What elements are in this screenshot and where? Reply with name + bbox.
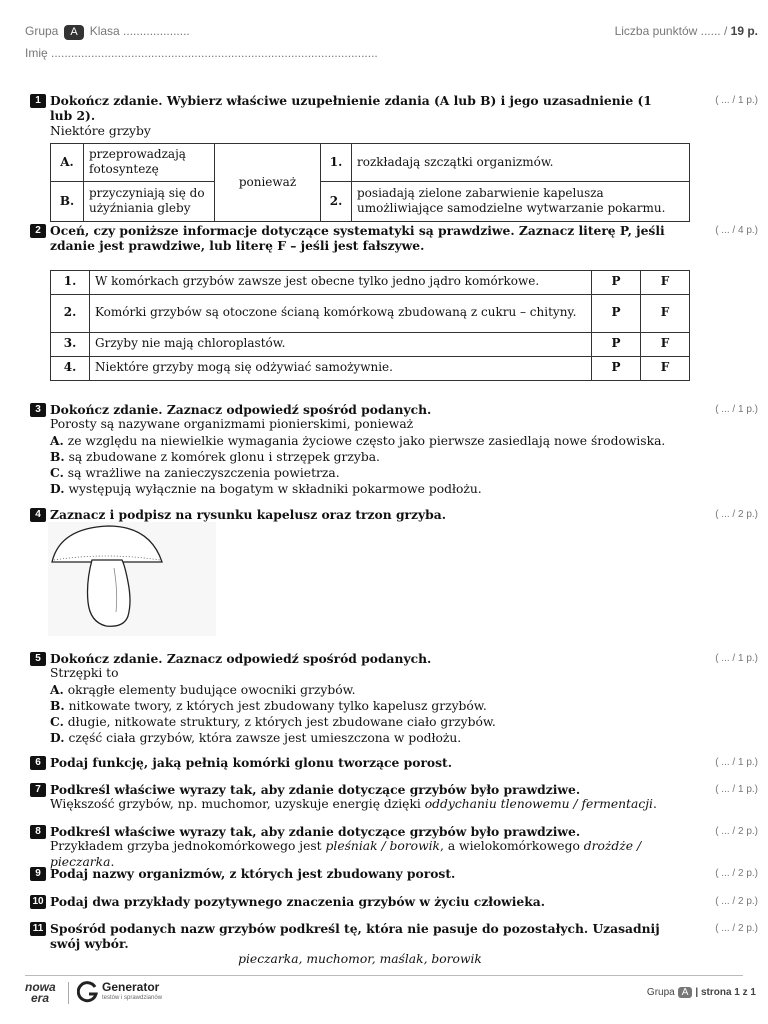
points-total: Liczba punktów ...... / 19 p.	[614, 24, 758, 38]
group-badge: A	[64, 25, 83, 40]
question-5: 5 Dokończ zdanie. Zaznacz odpowiedź spośród podanych. Strzępki to A. okrągłe elementy budujące owocniki grzybów. B. nitkowate twory, z których jest zbudowany tylko kapelusz grzybów. C. długie, nitkowate struktury, z których jest zbudowane ciało grzybów. D. część ciała grzybów, która zawsze jest umieszczona w podłożu.	[30, 651, 670, 747]
q4-points: ( ... / 2 p.)	[715, 509, 758, 520]
question-3: 3 Dokończ zdanie. Zaznacz odpowiedź spośród podanych. Porosty są nazywane organizmami pionierskimi, ponieważ A. ze względu na niewielkie wymagania życiowe często jako pierwsze zasiedlają nowe środowiska. B. są zbudowane z komórek glonu i strzępek grzyba. C. są wrażliwe na zanieczyszczenia powietrza. D. występują wyłącznie na bogatym w składniki pokarmowe podłożu.	[30, 402, 670, 498]
footer-page-info: Grupa A | strona 1 z 1	[646, 987, 756, 998]
q3-option-c[interactable]: C. są wrażliwe na zanieczyszczenia powietrza.	[50, 465, 340, 481]
q3-option-a[interactable]: A. ze względu na niewielkie wymagania życiowe często jako pierwsze zasiedlają nowe środowiska.	[50, 432, 666, 448]
q5-option-a[interactable]: A. okrągłe elementy budujące owocniki grzybów.	[50, 681, 356, 697]
question-7: 7 Podkreśl właściwe wyrazy tak, aby zdanie dotyczące grzybów było prawdziwe. Większość grzybów, np. muchomor, uzyskuje energię dzięki oddychaniu tlenowemu / fermentacji.	[30, 782, 670, 813]
q7-choice[interactable]: oddychaniu tlenowemu / fermentacji	[424, 797, 653, 812]
q5-option-b[interactable]: B. nitkowate twory, z których jest zbudowany tylko kapelusz grzybów.	[50, 697, 487, 713]
footer-divider	[25, 975, 743, 976]
q8-points: ( ... / 2 p.)	[715, 826, 758, 837]
q5-points: ( ... / 1 p.)	[715, 653, 758, 664]
question-10: 10 Podaj dwa przykłady pozytywnego znaczenia grzybów w życiu człowieka.	[30, 894, 670, 909]
name-field: Imię ..................................................................................................	[25, 46, 378, 60]
question-1: 1 Dokończ zdanie. Wybierz właściwe uzupełnienie zdania (A lub B) i jego uzasadnienie (1 lub 2). Niektóre grzyby A. przeprowadzają fotosyntezę ponieważ 1. rozkładają szczątki organizmów. B. przyczyniają się do użyźniania gleby 2. posiadają zielone zabarwienie kapelusza umożliwiające samodzielne wytwarzanie pokarmu.	[30, 93, 670, 222]
q7-points: ( ... / 1 p.)	[715, 784, 758, 795]
q3-option-b[interactable]: B. są zbudowane z komórek glonu i strzępek grzyba.	[50, 448, 380, 464]
q3-option-d[interactable]: D. występują wyłącznie na bogatym w składniki pokarmowe podłożu.	[50, 481, 482, 497]
question-8: 8 Podkreśl właściwe wyrazy tak, aby zdanie dotyczące grzybów było prawdziwe. Przykładem grzyba jednokomórkowego jest pleśniak / borowik, a wielokomórkowego drożdże / pieczarka.	[30, 824, 670, 870]
question-9: 9 Podaj nazwy organizmów, z których jest zbudowany porost.	[30, 866, 670, 881]
mushroom-drawing[interactable]	[48, 522, 216, 636]
q3-points: ( ... / 1 p.)	[715, 404, 758, 415]
question-4: 4 Zaznacz i podpisz na rysunku kapelusz oraz trzon grzyba.	[30, 507, 670, 522]
logo-divider	[68, 982, 69, 1004]
q2-points: ( ... / 4 p.)	[715, 225, 758, 236]
question-6: 6 Podaj funkcję, jaką pełnią komórki glonu tworzące porost.	[30, 755, 670, 770]
q2-table: 1. W komórkach grzybów zawsze jest obecne tylko jedno jądro komórkowe. P F 2. Komórki grzybów są otoczone ścianą komórkową zbudowaną z cukru – chityny. P F 3. Grzyby nie mają chloroplastów. P F 4. Niektóre grzyby mogą się odżywiać samożywnie. P F	[50, 270, 690, 381]
q11-points: ( ... / 2 p.)	[715, 923, 758, 934]
generator-logo-text: Generator testów i sprawdzianów	[102, 980, 163, 1001]
q8-choice-1[interactable]: pleśniak / borowik	[325, 839, 440, 854]
q9-points: ( ... / 2 p.)	[715, 868, 758, 879]
q10-points: ( ... / 2 p.)	[715, 896, 758, 907]
nowa-era-logo: nowa era	[25, 980, 56, 1005]
q8-choice-2[interactable]: drożdże / pieczarka	[50, 839, 642, 869]
question-2: 2 Oceń, czy poniższe informacje dotyczące systematyki są prawdziwe. Zaznacz literę P, jeśli zdanie jest prawdziwe, lub literę F – jeśli jest fałszywe. 1. W komórkach grzybów zawsze jest obecne tylko jedno jądro komórkowe. P F 2. Komórki grzybów są otoczone ścianą komórkową zbudowaną z cukru – chityny. P F 3. Grzyby nie mają chloroplastów. P F 4. Niektóre grzyby mogą się odżywiać samożywnie. P F	[30, 223, 670, 381]
q11-names[interactable]: pieczarka, muchomor, maślak, borowik	[238, 951, 482, 966]
group-field: Grupa A Klasa ....................	[25, 24, 190, 38]
generator-logo-icon	[77, 981, 99, 1003]
q1-table: A. przeprowadzają fotosyntezę ponieważ 1. rozkładają szczątki organizmów. B. przyczyniają się do użyźniania gleby 2. posiadają zielone zabarwienie kapelusza umożliwiające samodzielne wytwarzanie pokarmu.	[50, 143, 690, 222]
question-11: 11 Spośród podanych nazw grzybów podkreśl tę, która nie pasuje do pozostałych. Uzasadnij swój wybór. pieczarka, muchomor, maślak, borowik	[30, 921, 670, 967]
q5-option-d[interactable]: D. część ciała grzybów, która zawsze jest umieszczona w podłożu.	[50, 730, 462, 746]
q5-option-c[interactable]: C. długie, nitkowate struktury, z których jest zbudowane ciało grzybów.	[50, 714, 496, 730]
q1-points: ( ... / 1 p.)	[715, 95, 758, 106]
q6-points: ( ... / 1 p.)	[715, 757, 758, 768]
